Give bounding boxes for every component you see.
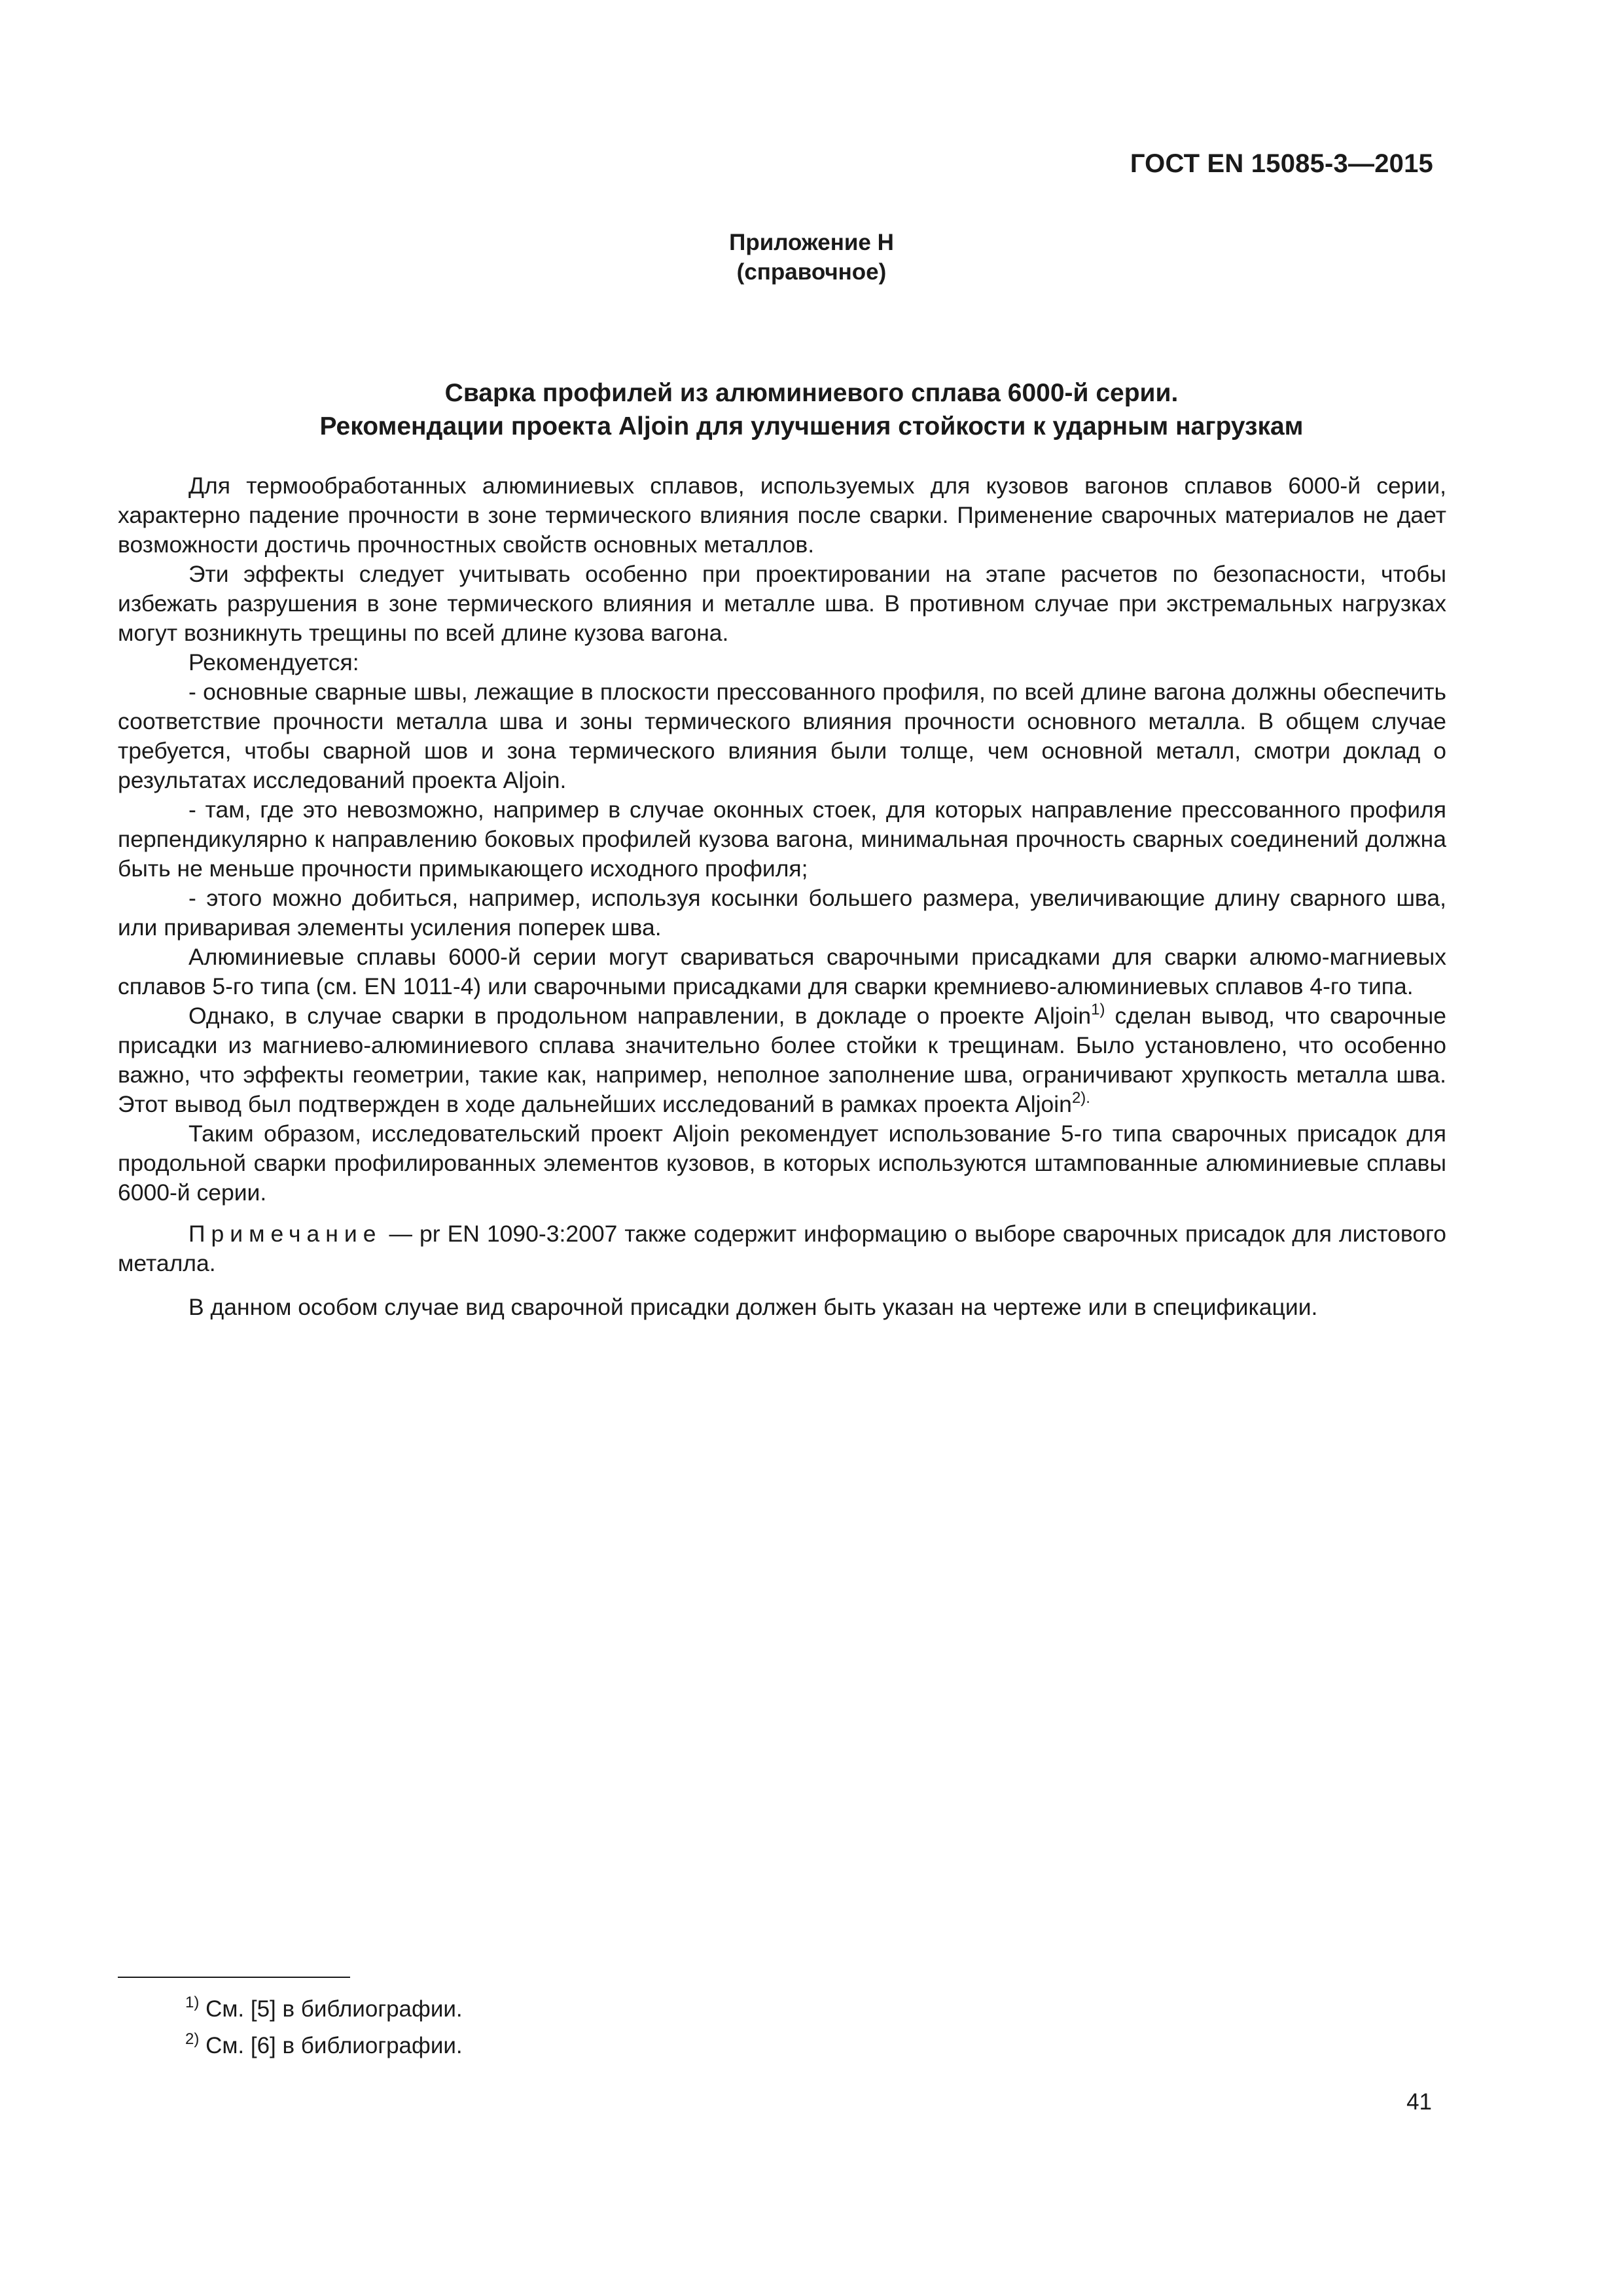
section-title-line-1: Сварка профилей из алюминиевого сплава 6000-й серии.	[444, 379, 1179, 407]
document-code: ГОСТ EN 15085-3—2015	[1130, 149, 1433, 178]
footnote-1-text: См. [5] в библиографии.	[199, 1996, 463, 2022]
footnotes	[185, 1991, 463, 2064]
note	[118, 1219, 1446, 1278]
annex-heading	[0, 228, 1623, 287]
paragraph-7: Алюминиевые сплавы 6000-й серии могут свариваться сварочными присадками для сварки алюмо-магниевых сплавов 5-го типа (см. EN 1011-4) или сварочными присадками для сварки кремниево-алюминиевых сплавов 4-го типа.	[118, 944, 1446, 999]
page-number: 41	[1406, 2089, 1432, 2115]
paragraph-5: - там, где это невозможно, например в случае оконных стоек, для которых направление прессованного профиля перпендикулярно к направлению боковых профилей кузова вагона, минимальная прочность сварных соединений должна быть не меньше прочности примыкающего исходного профиля;	[118, 797, 1446, 882]
note-text: — pr EN 1090-3:2007 также содержит информацию о выборе сварочных присадок для листового металла.	[118, 1221, 1446, 1276]
paragraph-1: Для термообработанных алюминиевых сплавов, используемых для кузовов вагонов сплавов 6000-й серии, характерно падение прочности в зоне термического влияния после сварки. Применение сварочных материалов не дает возможности достичь прочностных свойств основных металлов.	[118, 473, 1446, 558]
footnote-2	[185, 2028, 463, 2064]
footnote-2-text: См. [6] в библиографии.	[199, 2033, 463, 2058]
final-paragraph: В данном особом случае вид сварочной присадки должен быть указан на чертеже или в спецификации.	[188, 1294, 1318, 1320]
section-title	[0, 376, 1623, 443]
paragraph-6: - этого можно добиться, например, используя косынки большего размера, увеличивающие длину сварного шва, или приваривая элементы усиления поперек шва.	[118, 885, 1446, 941]
footnote-1-mark: 1)	[185, 1994, 200, 2011]
paragraph-9: Таким образом, исследовательский проект Aljoin рекомендует использование 5-го типа сварочных присадок для продольной сварки профилированных элементов кузовов, в которых используются штампованные алюминиевые сплавы 6000-й серии.	[118, 1121, 1446, 1206]
annex-label: Приложение Н	[729, 230, 894, 255]
section-title-line-2: Рекомендации проекта Aljoin для улучшения стойкости к ударным нагрузкам	[319, 412, 1304, 440]
paragraph-8-part-1: Однако, в случае сварки в продольном направлении, в докладе о проекте Aljoin	[188, 1003, 1092, 1029]
paragraph-2: Эти эффекты следует учитывать особенно при проектировании на этапе расчетов по безопасности, чтобы избежать разрушения в зоне термического влияния и металле шва. В противном случае при экстремальных нагрузках могут возникнуть трещины по всей длине кузова вагона.	[118, 561, 1446, 646]
note-label: Примечание	[188, 1221, 382, 1247]
footnote-2-mark: 2)	[185, 2030, 200, 2048]
footnote-1	[185, 1991, 463, 2028]
footnote-divider	[118, 1977, 350, 1978]
paragraph-8-part-2: сделан вывод, что сварочные присадки из магниево-алюминиевого сплава значительно более стойки к трещинам. Было установлено, что особенно важно, что эффекты геометрии, такие как, например, неполное заполнение шва, ограничивают хрупкость металла шва. Этот вывод был подтвержден в ходе дальнейших исследований в рамках проекта Aljoin	[118, 1003, 1446, 1117]
paragraph-4: - основные сварные швы, лежащие в плоскости прессованного профиля, по всей длине вагона должны обеспечить соответствие прочности металла шва и зоны термического влияния прочности основного металла. В общем случае требуется, чтобы сварной шов и зона термического влияния были толще, чем основной металл, смотри доклад о результатах исследований проекта Aljoin.	[118, 679, 1446, 793]
paragraph-8	[118, 1001, 1446, 1119]
paragraph-3: Рекомендуется:	[188, 649, 359, 675]
annex-status: (справочное)	[736, 259, 887, 285]
body-text	[118, 471, 1446, 1322]
footnote-ref-1: 1)	[1091, 1001, 1105, 1018]
footnote-ref-2: 2).	[1071, 1089, 1090, 1107]
